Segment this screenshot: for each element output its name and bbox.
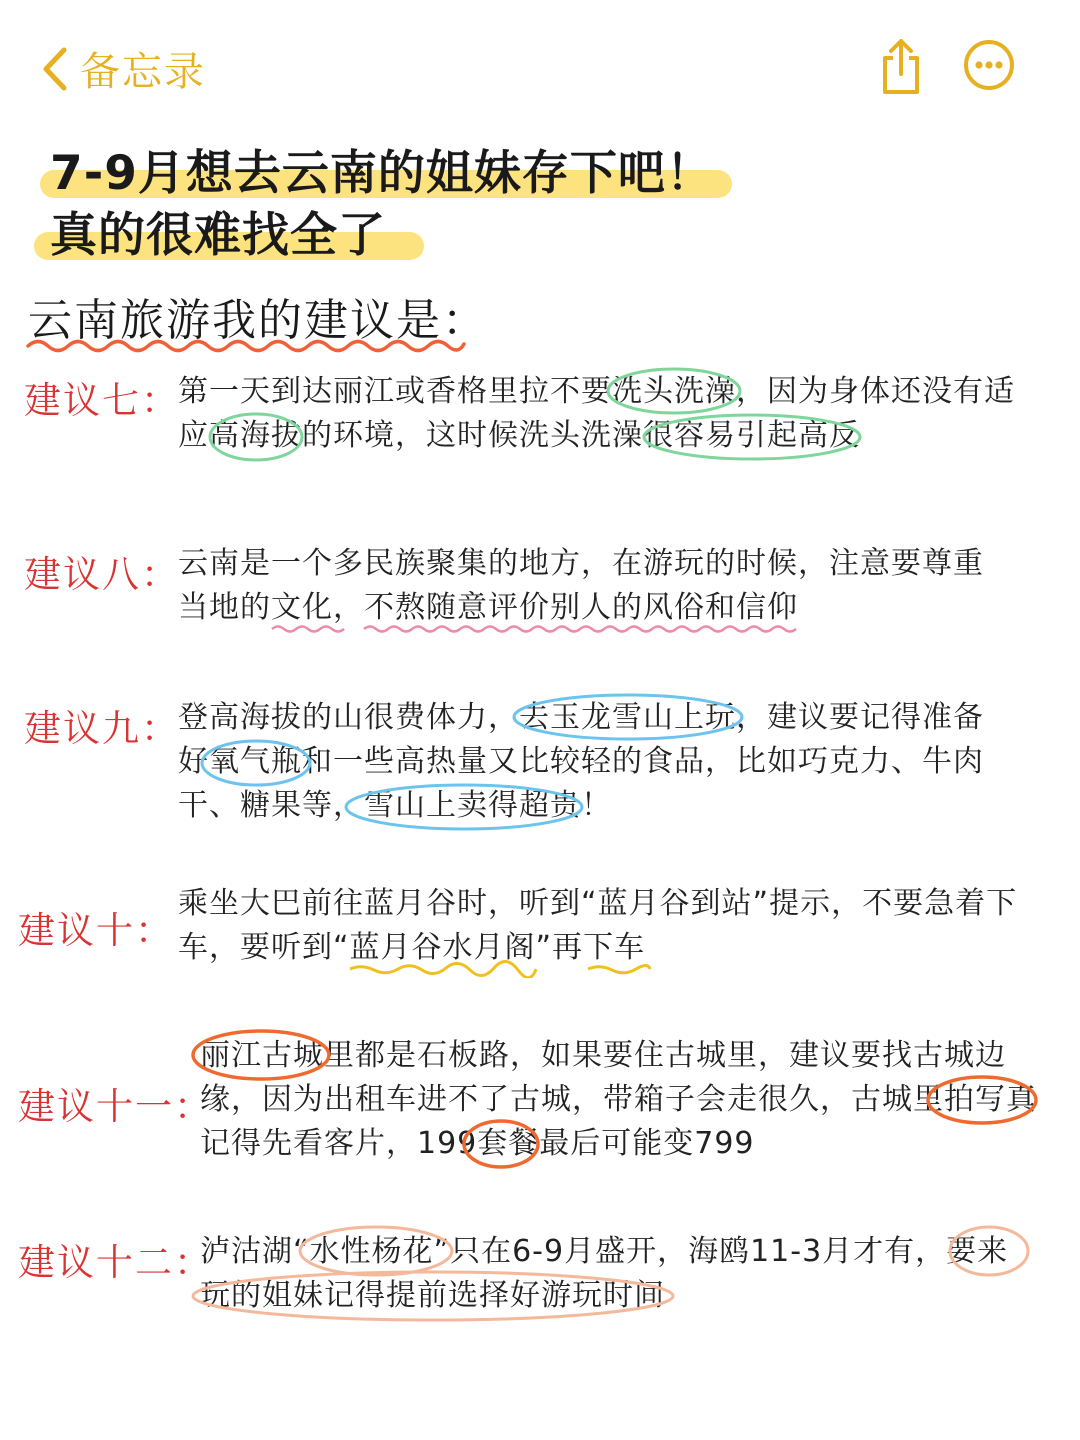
- tip-label-10: 建议十：: [18, 909, 174, 952]
- back-label: 备忘录: [80, 49, 206, 95]
- tip-label-7: 建议七：: [24, 379, 180, 422]
- share-icon[interactable]: [876, 38, 926, 96]
- tip-label-11: 建议十一：: [18, 1085, 213, 1128]
- tip-text-8: [178, 542, 984, 630]
- tip-label-12: 建议十二：: [18, 1241, 213, 1284]
- back-button[interactable]: [38, 40, 206, 97]
- wavy-underline: [26, 334, 466, 354]
- tip-text-7: [178, 370, 1015, 458]
- tip-line: 登高海拔的山很费体力，去玉龙雪山上玩，建议要记得准备: [178, 700, 984, 735]
- tip-text-11: [200, 1034, 1037, 1166]
- tip-line: 泸沽湖“水性杨花”只在6-9月盛开，海鸥11-3月才有，要来: [200, 1234, 1009, 1269]
- more-icon[interactable]: [962, 38, 1016, 92]
- tip-line: 好氧气瓶和一些高热量又比较轻的食品，比如巧克力、牛肉: [178, 744, 984, 779]
- tip-label-8: 建议八：: [24, 553, 180, 596]
- tip-text-9: [178, 696, 984, 828]
- tip-line: 记得先看客片，199套餐最后可能变799: [200, 1126, 755, 1161]
- nav-bar: [0, 0, 1080, 130]
- tip-line: 干、糖果等，雪山上卖得超贵！: [178, 788, 612, 823]
- tip-line: 第一天到达丽江或香格里拉不要洗头洗澡，因为身体还没有适: [178, 374, 1015, 409]
- tip-line: 应高海拔的环境，这时候洗头洗澡很容易引起高反: [178, 418, 860, 453]
- section-heading: 云南旅游我的建议是：: [28, 295, 488, 346]
- tip-line: 丽江古城里都是石板路，如果要住古城里，建议要找古城边: [200, 1038, 1006, 1073]
- page-title-line-2: 真的很难找全了: [50, 208, 386, 263]
- tip-line: 玩的姐妹记得提前选择好游玩时间: [200, 1278, 665, 1313]
- tip-line: 当地的文化，不熬随意评价别人的风俗和信仰: [178, 590, 798, 625]
- tip-line: 缘，因为出租车进不了古城，带箱子会走很久，古城里拍写真: [200, 1082, 1037, 1117]
- tip-line: 乘坐大巴前往蓝月谷时，听到“蓝月谷到站”提示，不要急着下: [178, 886, 1018, 921]
- tip-line: 车，要听到“蓝月谷水月阁”再下车: [178, 930, 646, 965]
- tip-line: 云南是一个多民族聚集的地方，在游玩的时候，注意要尊重: [178, 546, 984, 581]
- tip-label-9: 建议九：: [24, 707, 180, 750]
- tip-text-10: [178, 882, 1017, 970]
- page-title-line-1: 7-9月想去云南的姐妹存下吧！: [50, 146, 714, 201]
- tip-text-12: [200, 1230, 1008, 1318]
- chevron-left-icon: [38, 44, 72, 94]
